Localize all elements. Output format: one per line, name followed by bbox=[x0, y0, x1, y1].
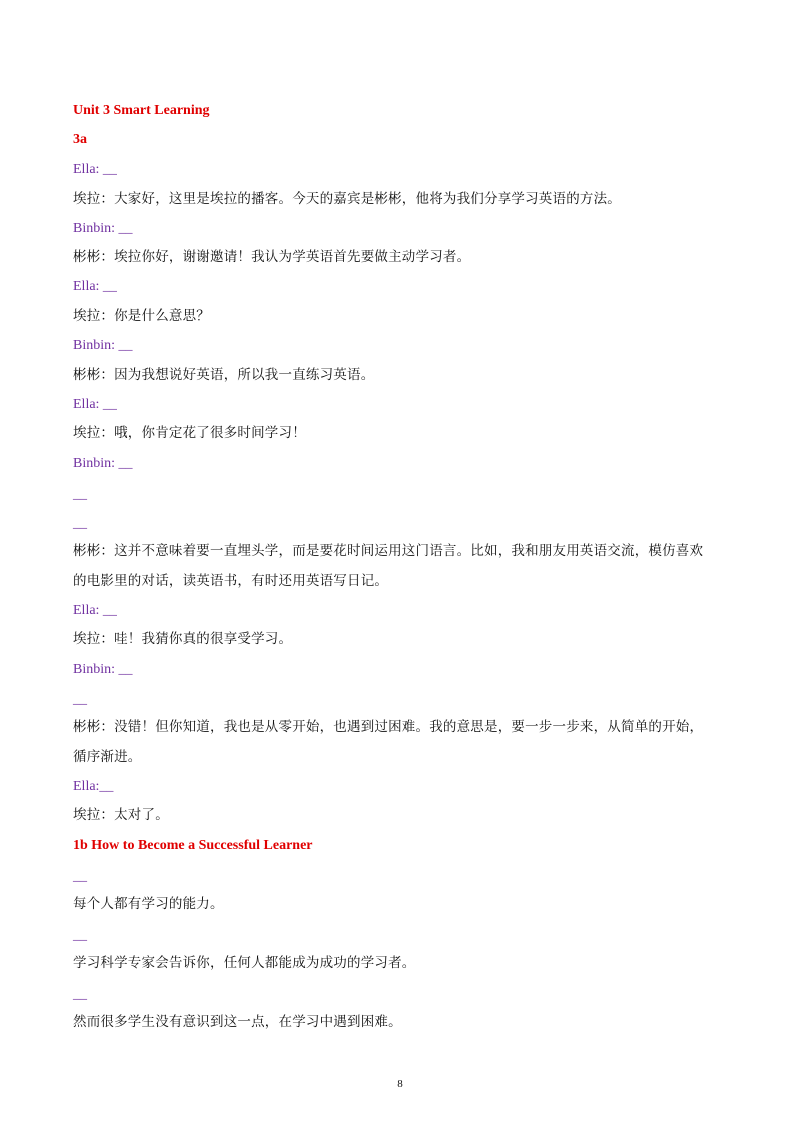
translation-line: 彬彬：因为我想说好英语，所以我一直练习英语。 bbox=[73, 367, 375, 383]
speaker-line-ella: Ella: __ bbox=[73, 397, 117, 412]
section-1b-heading: 1b How to Become a Successful Learner bbox=[73, 838, 313, 853]
translation-line-continued: 循序渐进。 bbox=[73, 749, 142, 765]
translation-line: 彬彬：埃拉你好，谢谢邀请！我认为学英语首先要做主动学习者。 bbox=[73, 249, 471, 265]
speaker-line-ella: Ella:__ bbox=[73, 779, 114, 794]
translation-line: 埃拉：哦，你肯定花了很多时间学习！ bbox=[73, 425, 306, 441]
translation-line: 彬彬：没错！但你知道，我也是从零开始，也遇到过困难。我的意思是，要一步一步来，从简单的开始， bbox=[73, 719, 704, 735]
translation-line-continued: 的电影里的对话，读英语书，有时还用英语写日记。 bbox=[73, 573, 389, 589]
translation-line: 每个人都有学习的能力。 bbox=[73, 896, 224, 912]
blank-line: __ bbox=[73, 869, 87, 884]
speaker-line-binbin: Binbin: __ bbox=[73, 221, 133, 236]
speaker-line-binbin: Binbin: __ bbox=[73, 338, 133, 353]
blank-line: __ bbox=[73, 487, 87, 502]
blank-line: __ bbox=[73, 987, 87, 1002]
unit-title: Unit 3 Smart Learning bbox=[73, 103, 210, 118]
translation-line: 埃拉：哇！我猜你真的很享受学习。 bbox=[73, 631, 293, 647]
blank-line: __ bbox=[73, 516, 87, 531]
speaker-line-binbin: Binbin: __ bbox=[73, 662, 133, 677]
translation-line: 彬彬：这并不意味着要一直埋头学，而是要花时间运用这门语言。比如，我和朋友用英语交流，模仿喜欢 bbox=[73, 543, 704, 559]
translation-line: 埃拉：大家好，这里是埃拉的播客。今天的嘉宾是彬彬，他将为我们分享学习英语的方法。 bbox=[73, 191, 621, 207]
translation-line: 埃拉：太对了。 bbox=[73, 807, 169, 823]
speaker-line-ella: Ella: __ bbox=[73, 603, 117, 618]
blank-line: __ bbox=[73, 692, 87, 707]
translation-line: 埃拉：你是什么意思？ bbox=[73, 308, 210, 324]
translation-line: 学习科学专家会告诉你，任何人都能成为成功的学习者。 bbox=[73, 955, 416, 971]
speaker-line-binbin: Binbin: __ bbox=[73, 456, 133, 471]
speaker-line-ella: Ella: __ bbox=[73, 279, 117, 294]
blank-line: __ bbox=[73, 928, 87, 943]
section-3a-heading: 3a bbox=[73, 132, 87, 147]
translation-line: 然而很多学生没有意识到这一点，在学习中遇到困难。 bbox=[73, 1014, 402, 1030]
speaker-line-ella: Ella: __ bbox=[73, 162, 117, 177]
page-number: 8 bbox=[397, 1078, 403, 1090]
